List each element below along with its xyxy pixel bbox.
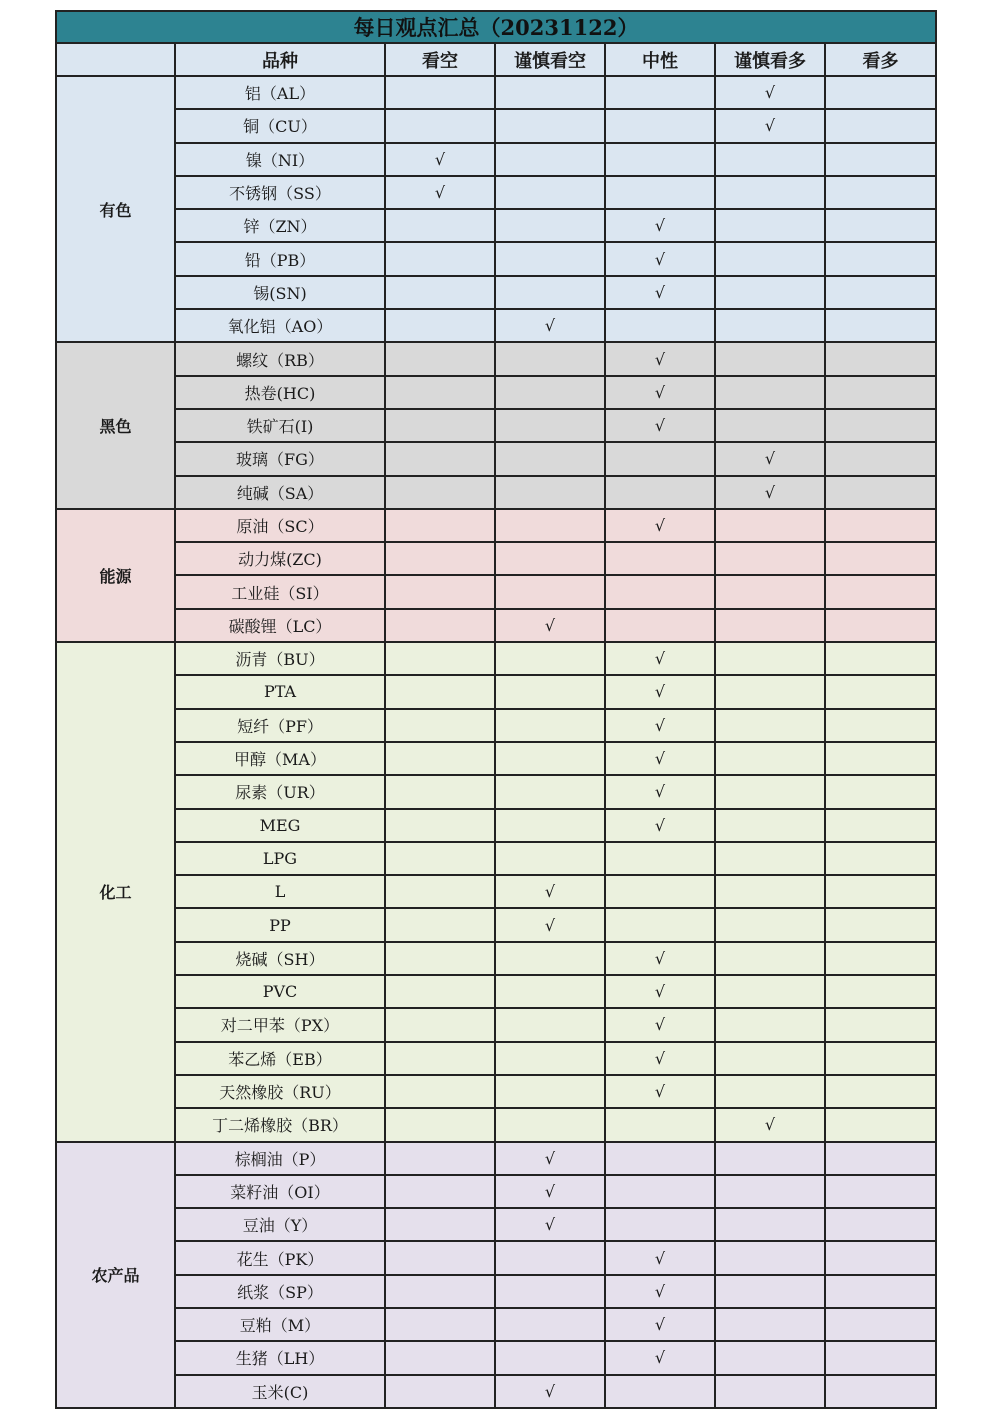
empty-cell — [385, 642, 495, 675]
empty-cell — [385, 1308, 495, 1341]
empty-cell — [715, 143, 825, 176]
empty-cell — [825, 642, 936, 675]
category-label: 有色 — [56, 76, 175, 342]
table-row — [56, 209, 936, 242]
product-name: 锌（ZN） — [175, 209, 385, 242]
table-row — [56, 542, 936, 575]
empty-cell — [605, 1142, 715, 1175]
empty-cell — [605, 908, 715, 941]
table-row — [56, 276, 936, 309]
check-mark-icon: √ — [605, 409, 715, 442]
check-mark-icon: √ — [715, 1108, 825, 1141]
empty-cell — [825, 1075, 936, 1108]
empty-cell — [495, 476, 605, 509]
product-name: 碳酸锂（LC） — [175, 609, 385, 642]
product-name: 烧碱（SH） — [175, 942, 385, 975]
empty-cell — [495, 975, 605, 1008]
table-row — [56, 1208, 936, 1241]
empty-cell — [385, 1008, 495, 1041]
empty-cell — [385, 209, 495, 242]
table-row — [56, 875, 936, 908]
check-mark-icon: √ — [715, 76, 825, 109]
empty-cell — [495, 342, 605, 375]
empty-cell — [495, 276, 605, 309]
empty-cell — [715, 1241, 825, 1274]
empty-cell — [605, 1108, 715, 1141]
empty-cell — [495, 442, 605, 475]
table-row — [56, 1275, 936, 1308]
empty-cell — [495, 1241, 605, 1274]
empty-cell — [715, 309, 825, 342]
check-mark-icon: √ — [495, 309, 605, 342]
table-row — [56, 675, 936, 708]
table-row — [56, 1142, 936, 1175]
empty-cell — [495, 1042, 605, 1075]
check-mark-icon: √ — [605, 1308, 715, 1341]
product-name: 花生（PK） — [175, 1241, 385, 1274]
empty-cell — [495, 109, 605, 142]
empty-cell — [825, 209, 936, 242]
table-row — [56, 1075, 936, 1108]
empty-cell — [825, 276, 936, 309]
empty-cell — [385, 342, 495, 375]
empty-cell — [825, 1042, 936, 1075]
empty-cell — [825, 875, 936, 908]
empty-cell — [385, 842, 495, 875]
product-name: 铁矿石(I) — [175, 409, 385, 442]
product-name: 对二甲苯（PX） — [175, 1008, 385, 1041]
table-row — [56, 575, 936, 608]
empty-cell — [825, 942, 936, 975]
product-name: 不锈钢（SS） — [175, 176, 385, 209]
category-label: 化工 — [56, 642, 175, 1141]
empty-cell — [385, 1075, 495, 1108]
empty-cell — [715, 542, 825, 575]
table-row — [56, 442, 936, 475]
product-name: 动力煤(ZC) — [175, 542, 385, 575]
empty-cell — [825, 1142, 936, 1175]
check-mark-icon: √ — [495, 875, 605, 908]
check-mark-icon: √ — [495, 1375, 605, 1408]
empty-cell — [605, 476, 715, 509]
empty-cell — [495, 575, 605, 608]
empty-cell — [825, 575, 936, 608]
product-name: 热卷(HC) — [175, 376, 385, 409]
header-bullish: 看多 — [825, 43, 936, 76]
empty-cell — [495, 1275, 605, 1308]
check-mark-icon: √ — [715, 442, 825, 475]
product-name: 铝（AL） — [175, 76, 385, 109]
empty-cell — [715, 1308, 825, 1341]
table-row — [56, 809, 936, 842]
header-cautious-bearish: 谨慎看空 — [495, 43, 605, 76]
table-row — [56, 1308, 936, 1341]
empty-cell — [825, 1241, 936, 1274]
check-mark-icon: √ — [605, 975, 715, 1008]
product-name: 豆油（Y） — [175, 1208, 385, 1241]
empty-cell — [715, 908, 825, 941]
empty-cell — [495, 409, 605, 442]
empty-cell — [385, 542, 495, 575]
check-mark-icon: √ — [715, 109, 825, 142]
empty-cell — [495, 675, 605, 708]
empty-cell — [825, 1208, 936, 1241]
table-row — [56, 309, 936, 342]
check-mark-icon: √ — [385, 176, 495, 209]
empty-cell — [825, 176, 936, 209]
check-mark-icon: √ — [495, 1175, 605, 1208]
empty-cell — [495, 542, 605, 575]
product-name: 铜（CU） — [175, 109, 385, 142]
empty-cell — [825, 476, 936, 509]
category-label: 能源 — [56, 509, 175, 642]
empty-cell — [605, 1175, 715, 1208]
empty-cell — [385, 442, 495, 475]
empty-cell — [605, 143, 715, 176]
check-mark-icon: √ — [605, 1241, 715, 1274]
product-name: 氧化铝（AO） — [175, 309, 385, 342]
empty-cell — [825, 409, 936, 442]
empty-cell — [385, 1175, 495, 1208]
empty-cell — [715, 1008, 825, 1041]
empty-cell — [715, 609, 825, 642]
empty-cell — [385, 1042, 495, 1075]
empty-cell — [715, 276, 825, 309]
empty-cell — [385, 376, 495, 409]
product-name: PTA — [175, 675, 385, 708]
empty-cell — [825, 742, 936, 775]
empty-cell — [605, 1208, 715, 1241]
empty-cell — [385, 1241, 495, 1274]
empty-cell — [385, 609, 495, 642]
empty-cell — [385, 675, 495, 708]
empty-cell — [825, 609, 936, 642]
empty-cell — [385, 809, 495, 842]
empty-cell — [825, 975, 936, 1008]
check-mark-icon: √ — [605, 376, 715, 409]
empty-cell — [715, 1075, 825, 1108]
product-name: 尿素（UR） — [175, 775, 385, 808]
header-cautious-bullish: 谨慎看多 — [715, 43, 825, 76]
empty-cell — [495, 742, 605, 775]
empty-cell — [385, 1108, 495, 1141]
empty-cell — [385, 709, 495, 742]
empty-cell — [495, 642, 605, 675]
empty-cell — [605, 109, 715, 142]
empty-cell — [825, 1341, 936, 1374]
table-row — [56, 742, 936, 775]
table-row — [56, 342, 936, 375]
empty-cell — [385, 1341, 495, 1374]
check-mark-icon: √ — [605, 775, 715, 808]
empty-cell — [715, 1142, 825, 1175]
empty-cell — [385, 875, 495, 908]
empty-cell — [715, 242, 825, 275]
header-row — [56, 43, 936, 76]
empty-cell — [385, 276, 495, 309]
check-mark-icon: √ — [605, 742, 715, 775]
empty-cell — [495, 1308, 605, 1341]
table-row — [56, 1341, 936, 1374]
empty-cell — [825, 1275, 936, 1308]
empty-cell — [495, 143, 605, 176]
table-row — [56, 709, 936, 742]
empty-cell — [385, 509, 495, 542]
check-mark-icon: √ — [605, 342, 715, 375]
product-name: 工业硅（SI） — [175, 575, 385, 608]
empty-cell — [715, 1175, 825, 1208]
table-row — [56, 1008, 936, 1041]
empty-cell — [825, 442, 936, 475]
daily-views-table — [55, 10, 937, 1409]
empty-cell — [495, 376, 605, 409]
empty-cell — [825, 709, 936, 742]
empty-cell — [605, 842, 715, 875]
table-row — [56, 143, 936, 176]
empty-cell — [715, 409, 825, 442]
empty-cell — [715, 1341, 825, 1374]
empty-cell — [385, 575, 495, 608]
product-name: 玉米(C) — [175, 1375, 385, 1408]
empty-cell — [715, 942, 825, 975]
empty-cell — [715, 675, 825, 708]
product-name: 铅（PB） — [175, 242, 385, 275]
header-product: 品种 — [175, 43, 385, 76]
empty-cell — [715, 842, 825, 875]
empty-cell — [385, 242, 495, 275]
table-row — [56, 376, 936, 409]
check-mark-icon: √ — [605, 209, 715, 242]
empty-cell — [385, 1275, 495, 1308]
table-row — [56, 76, 936, 109]
empty-cell — [495, 709, 605, 742]
empty-cell — [825, 809, 936, 842]
check-mark-icon: √ — [495, 1142, 605, 1175]
empty-cell — [385, 476, 495, 509]
empty-cell — [605, 76, 715, 109]
table-row — [56, 176, 936, 209]
product-name: 棕榈油（P） — [175, 1142, 385, 1175]
empty-cell — [715, 775, 825, 808]
check-mark-icon: √ — [605, 276, 715, 309]
check-mark-icon: √ — [495, 908, 605, 941]
empty-cell — [825, 509, 936, 542]
table-row — [56, 842, 936, 875]
check-mark-icon: √ — [605, 942, 715, 975]
empty-cell — [385, 76, 495, 109]
empty-cell — [715, 209, 825, 242]
empty-cell — [825, 109, 936, 142]
empty-cell — [825, 143, 936, 176]
empty-cell — [715, 376, 825, 409]
category-label: 黑色 — [56, 342, 175, 508]
table-row — [56, 609, 936, 642]
empty-cell — [715, 1042, 825, 1075]
header-spacer — [56, 43, 175, 76]
empty-cell — [605, 609, 715, 642]
empty-cell — [385, 1208, 495, 1241]
empty-cell — [825, 1175, 936, 1208]
product-name: L — [175, 875, 385, 908]
product-name: 原油（SC） — [175, 509, 385, 542]
check-mark-icon: √ — [385, 143, 495, 176]
check-mark-icon: √ — [605, 1042, 715, 1075]
header-neutral: 中性 — [605, 43, 715, 76]
product-name: 菜籽油（OI） — [175, 1175, 385, 1208]
check-mark-icon: √ — [495, 1208, 605, 1241]
empty-cell — [605, 542, 715, 575]
empty-cell — [825, 309, 936, 342]
empty-cell — [605, 875, 715, 908]
empty-cell — [495, 1075, 605, 1108]
check-mark-icon: √ — [605, 1275, 715, 1308]
check-mark-icon: √ — [605, 1008, 715, 1041]
product-name: PP — [175, 908, 385, 941]
empty-cell — [825, 775, 936, 808]
product-name: 丁二烯橡胶（BR） — [175, 1108, 385, 1141]
empty-cell — [825, 342, 936, 375]
check-mark-icon: √ — [605, 675, 715, 708]
empty-cell — [385, 742, 495, 775]
check-mark-icon: √ — [605, 642, 715, 675]
product-name: 锡(SN) — [175, 276, 385, 309]
table-row — [56, 942, 936, 975]
empty-cell — [715, 176, 825, 209]
empty-cell — [825, 675, 936, 708]
check-mark-icon: √ — [605, 1341, 715, 1374]
empty-cell — [715, 975, 825, 1008]
product-name: 螺纹（RB） — [175, 342, 385, 375]
product-name: 纯碱（SA） — [175, 476, 385, 509]
check-mark-icon: √ — [605, 242, 715, 275]
check-mark-icon: √ — [605, 1075, 715, 1108]
empty-cell — [495, 775, 605, 808]
product-name: 苯乙烯（EB） — [175, 1042, 385, 1075]
empty-cell — [385, 775, 495, 808]
empty-cell — [385, 309, 495, 342]
product-name: 豆粕（M） — [175, 1308, 385, 1341]
empty-cell — [495, 1108, 605, 1141]
product-name: 玻璃（FG） — [175, 442, 385, 475]
empty-cell — [715, 1275, 825, 1308]
empty-cell — [605, 309, 715, 342]
empty-cell — [495, 176, 605, 209]
empty-cell — [825, 1308, 936, 1341]
empty-cell — [715, 809, 825, 842]
empty-cell — [495, 842, 605, 875]
table-row — [56, 409, 936, 442]
table-row — [56, 1241, 936, 1274]
product-name: 天然橡胶（RU） — [175, 1075, 385, 1108]
table-row — [56, 1175, 936, 1208]
daily-views-table-container — [55, 10, 935, 1409]
check-mark-icon: √ — [715, 476, 825, 509]
product-name: MEG — [175, 809, 385, 842]
product-name: 纸浆（SP） — [175, 1275, 385, 1308]
table-row — [56, 975, 936, 1008]
empty-cell — [715, 642, 825, 675]
empty-cell — [385, 409, 495, 442]
table-row — [56, 1108, 936, 1141]
empty-cell — [495, 1008, 605, 1041]
table-row — [56, 1042, 936, 1075]
product-name: 镍（NI） — [175, 143, 385, 176]
empty-cell — [825, 842, 936, 875]
empty-cell — [715, 1208, 825, 1241]
product-name: 沥青（BU） — [175, 642, 385, 675]
empty-cell — [715, 742, 825, 775]
empty-cell — [495, 1341, 605, 1374]
empty-cell — [605, 575, 715, 608]
product-name: 甲醇（MA） — [175, 742, 385, 775]
product-name: 短纤（PF） — [175, 709, 385, 742]
product-name: PVC — [175, 975, 385, 1008]
empty-cell — [385, 1142, 495, 1175]
empty-cell — [385, 109, 495, 142]
check-mark-icon: √ — [495, 609, 605, 642]
empty-cell — [495, 209, 605, 242]
empty-cell — [715, 875, 825, 908]
category-label: 农产品 — [56, 1142, 175, 1408]
empty-cell — [715, 342, 825, 375]
empty-cell — [385, 942, 495, 975]
table-row — [56, 908, 936, 941]
empty-cell — [385, 975, 495, 1008]
empty-cell — [825, 242, 936, 275]
empty-cell — [825, 76, 936, 109]
empty-cell — [825, 376, 936, 409]
empty-cell — [495, 76, 605, 109]
table-row — [56, 109, 936, 142]
empty-cell — [715, 709, 825, 742]
empty-cell — [495, 809, 605, 842]
empty-cell — [605, 442, 715, 475]
check-mark-icon: √ — [605, 709, 715, 742]
empty-cell — [825, 1108, 936, 1141]
product-name: LPG — [175, 842, 385, 875]
empty-cell — [385, 908, 495, 941]
empty-cell — [825, 908, 936, 941]
empty-cell — [715, 575, 825, 608]
table-title: 每日观点汇总（20231122） — [56, 11, 936, 43]
empty-cell — [605, 176, 715, 209]
header-bearish: 看空 — [385, 43, 495, 76]
table-body — [56, 76, 936, 1408]
empty-cell — [715, 509, 825, 542]
product-name: 生猪（LH） — [175, 1341, 385, 1374]
table-row — [56, 476, 936, 509]
empty-cell — [495, 242, 605, 275]
empty-cell — [495, 509, 605, 542]
empty-cell — [825, 1008, 936, 1041]
table-row — [56, 642, 936, 675]
check-mark-icon: √ — [605, 509, 715, 542]
table-row — [56, 242, 936, 275]
empty-cell — [495, 942, 605, 975]
table-row — [56, 509, 936, 542]
check-mark-icon: √ — [605, 809, 715, 842]
empty-cell — [825, 542, 936, 575]
table-row — [56, 775, 936, 808]
